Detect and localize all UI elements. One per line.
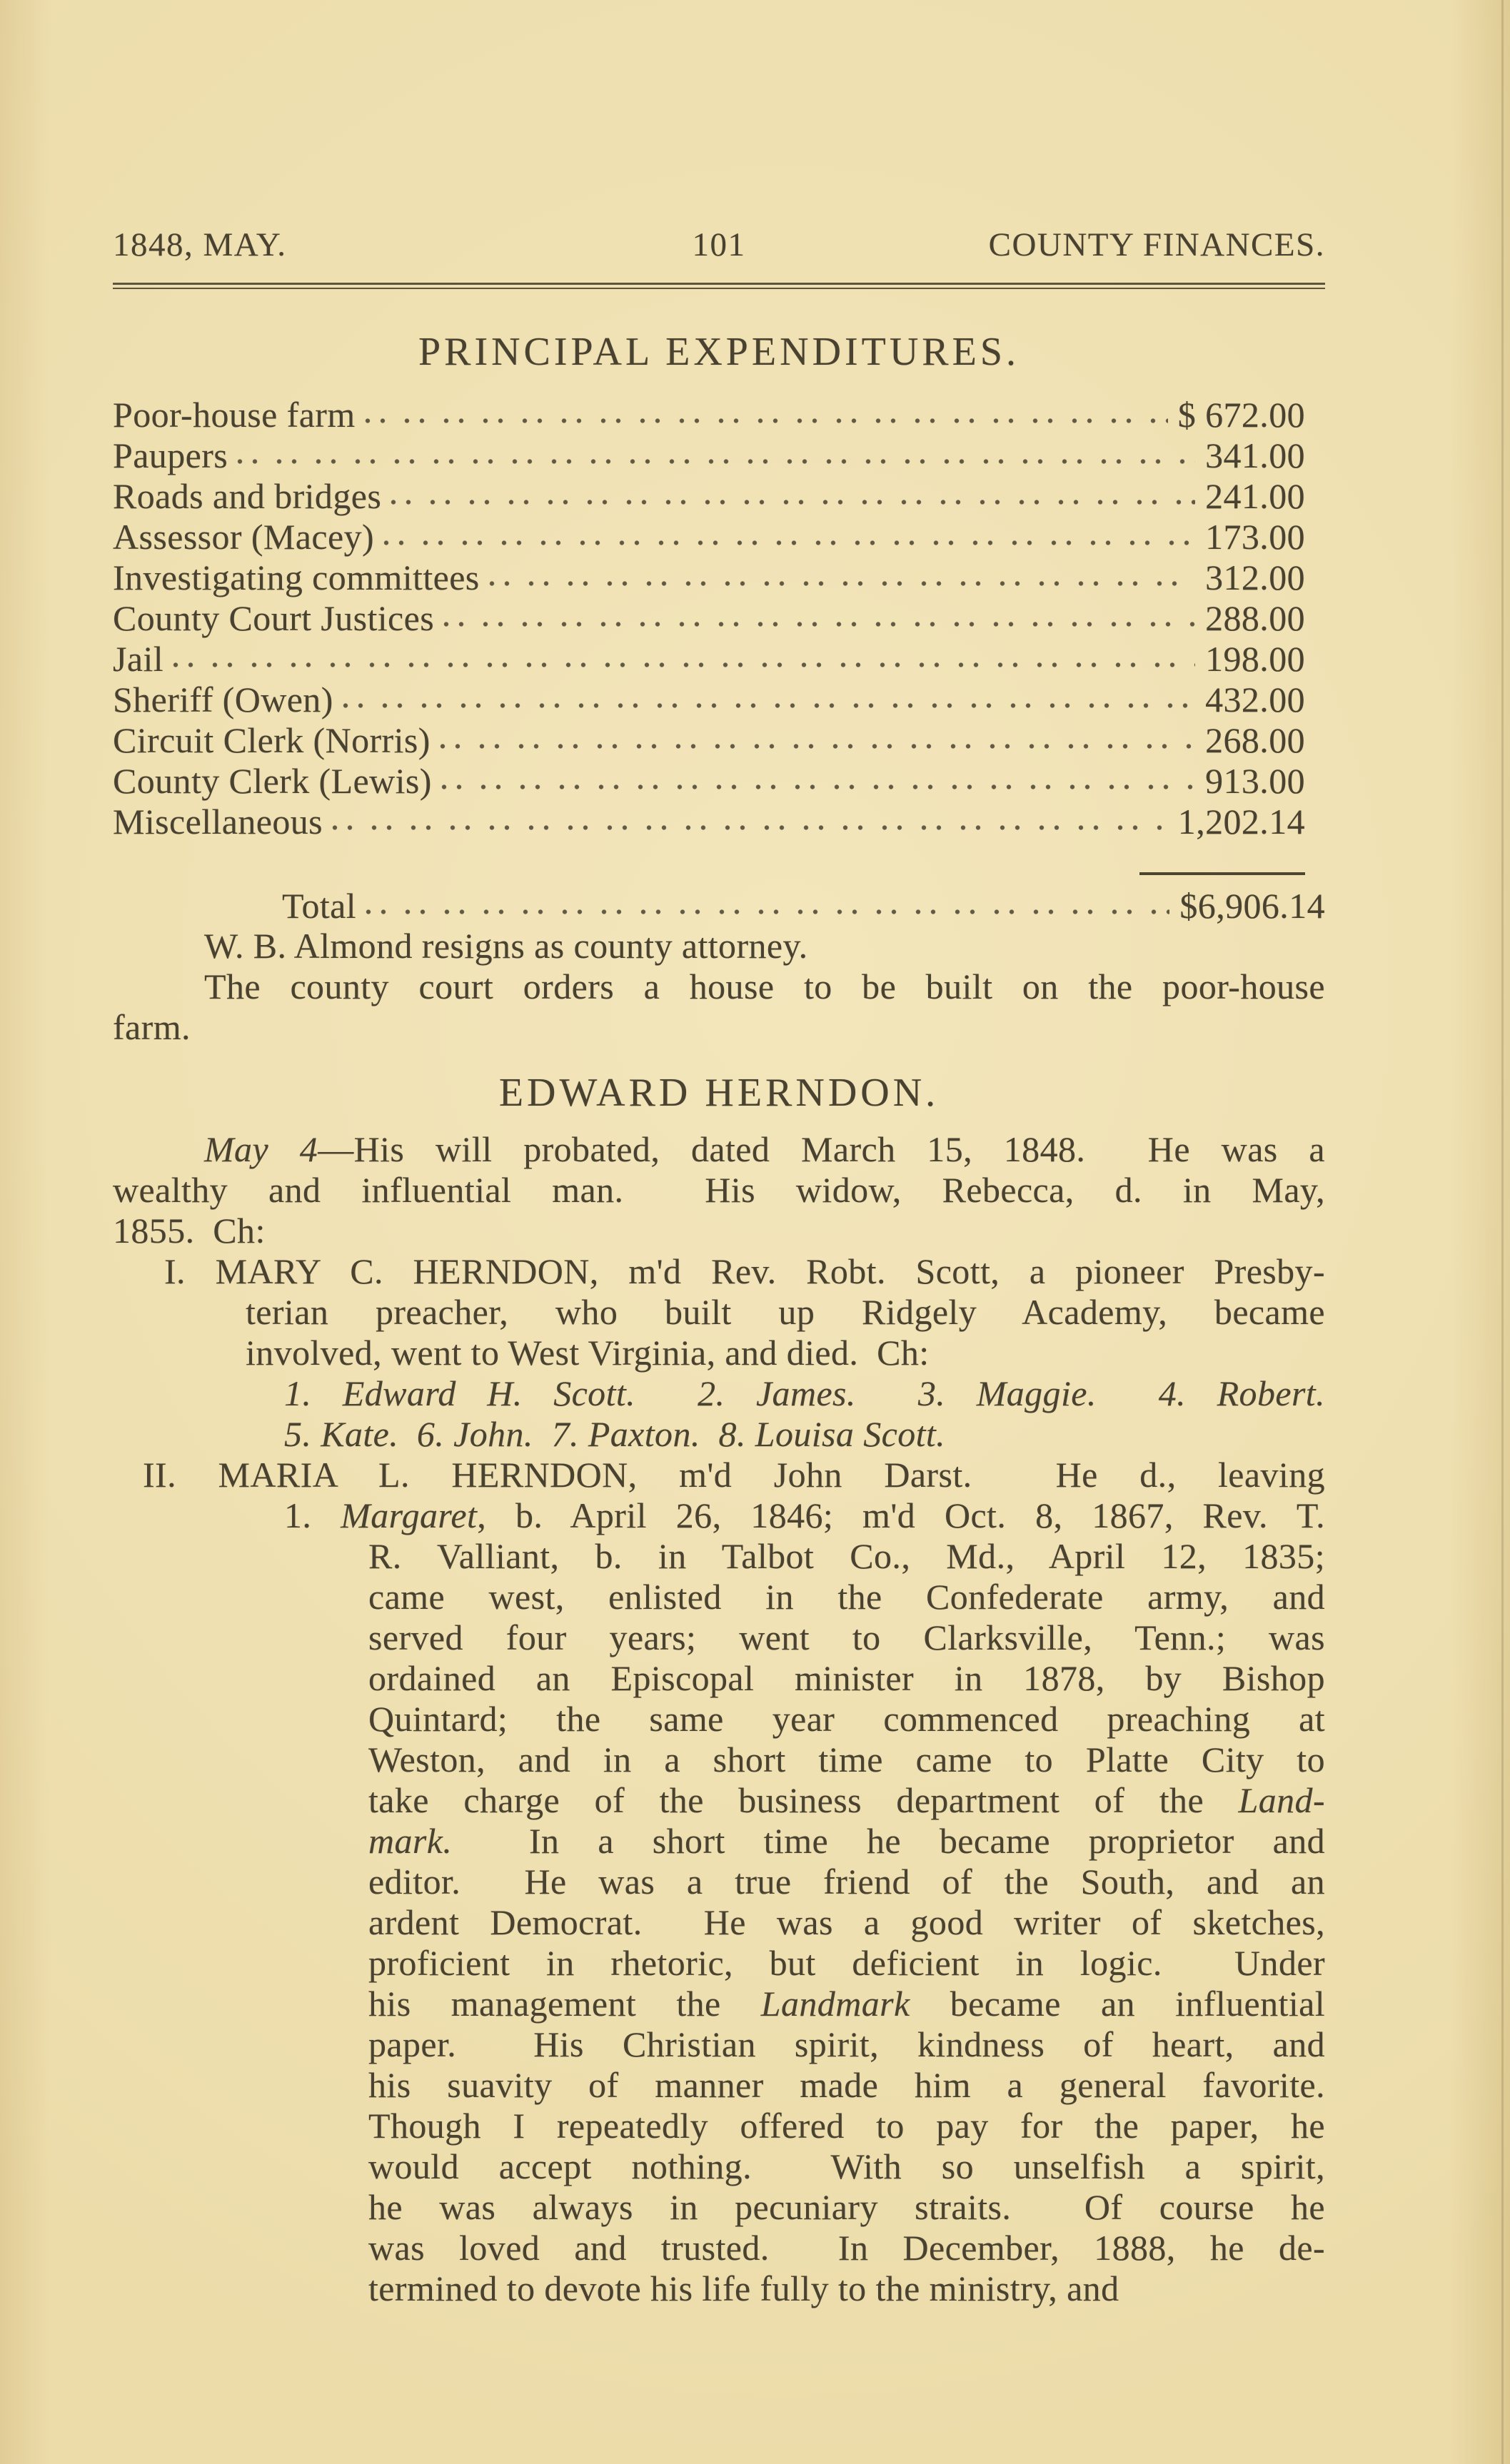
text-line: 1855. Ch: [113, 1211, 266, 1251]
text-line: termined to devote his life fully to the ministry, and [368, 2268, 1119, 2308]
expenditure-amount: 1,202.14 [1177, 802, 1305, 842]
text-line: ardent Democrat. He was a good writer of sketches, [368, 1902, 1325, 1942]
text-line: involved, went to West Virginia, and died. Ch: [246, 1333, 930, 1373]
expenditure-row [113, 598, 1325, 639]
text-line: Quintard; the same year commenced preaching at [368, 1699, 1325, 1739]
italic-text: Landmark [760, 1984, 910, 2024]
text-line: 5. Kate. 6. John. 7. Paxton. 8. Louisa Scott. [284, 1414, 946, 1454]
text-line: came west, enlisted in the Confederate army, and [368, 1577, 1325, 1617]
herndon-heading: EDWARD HERNDON. [498, 1071, 940, 1115]
dot-leader [331, 824, 1168, 831]
expenditure-amount: 341.00 [1205, 435, 1305, 475]
expenditure-row [113, 476, 1325, 517]
expenditures-heading: PRINCIPAL EXPENDITURES. [418, 330, 1020, 374]
italic-text: Land- [1238, 1780, 1325, 1820]
dot-leader [342, 702, 1195, 709]
text-line: farm. [113, 1007, 191, 1047]
expenditure-row [113, 680, 1325, 720]
expenditure-label: County Clerk (Lewis) [113, 761, 432, 801]
text-line: proficient in rhetoric, but deficient in logic. Under [368, 1943, 1325, 1983]
header-title: COUNTY FINANCES. [988, 226, 1325, 263]
dot-leader [439, 743, 1195, 749]
dot-leader [441, 784, 1195, 790]
text-line: would accept nothing. With so unselfish a spirit, [368, 2146, 1325, 2186]
notes-block [113, 926, 1325, 1048]
text-line: W. B. Almond resigns as county attorney. [204, 926, 808, 966]
text-line: May 4—His will probated, dated March 15, 1848. He was a [204, 1129, 1326, 1169]
dot-leader [365, 909, 1169, 915]
page-content [113, 0, 1325, 2464]
dot-leader [443, 621, 1195, 627]
dot-leader [488, 580, 1195, 587]
text-line: mark. In a short time he became proprietor and [368, 1821, 1325, 1861]
expenditure-amount: 268.00 [1205, 720, 1305, 760]
header-double-rule [113, 283, 1325, 289]
dot-leader [172, 662, 1195, 668]
expenditure-amount: 432.00 [1205, 680, 1305, 719]
text-line: editor. He was a true friend of the South, and an [368, 1862, 1325, 1902]
expenditure-row [113, 435, 1325, 476]
text-line: Though I repeatedly offered to pay for the paper, he [368, 2106, 1325, 2146]
text-line: paper. His Christian spirit, kindness of heart, and [368, 2024, 1325, 2064]
expenditure-amount: 241.00 [1205, 476, 1305, 516]
expenditure-label: Jail [113, 639, 164, 679]
text-line: Weston, and in a short time came to Platte City to [368, 1740, 1325, 1779]
expenditure-amount: 198.00 [1205, 639, 1305, 679]
dot-leader [383, 540, 1195, 546]
text-line: 1. Edward H. Scott. 2. James. 3. Maggie. 4. Robert. [284, 1373, 1325, 1413]
expenditure-row [113, 639, 1325, 680]
italic-text: Margaret [341, 1495, 478, 1535]
italic-text: mark. [368, 1821, 453, 1861]
expenditure-row [113, 395, 1325, 435]
text-line: his suavity of manner made him a general favorite. [368, 2065, 1325, 2105]
total-label: Total [282, 886, 357, 926]
expenditure-row [113, 557, 1325, 598]
dot-leader [390, 499, 1195, 505]
text-line: ordained an Episcopal minister in 1878, by Bishop [368, 1658, 1325, 1698]
herndon-body [113, 1129, 1325, 2309]
expenditure-amount: 913.00 [1205, 761, 1305, 801]
expenditure-label: Sheriff (Owen) [113, 680, 333, 719]
expenditure-row [113, 761, 1325, 802]
expenditure-label: Miscellaneous [113, 802, 323, 842]
expenditure-label: County Court Justices [113, 598, 435, 638]
expenditure-label: Circuit Clerk (Norris) [113, 720, 431, 760]
expenditure-list [113, 395, 1325, 842]
text-line: R. Valliant, b. in Talbot Co., Md., April 12, 1835; [368, 1536, 1325, 1576]
running-head [113, 225, 1325, 266]
text-line: II. MARIA L. HERNDON, m'd John Darst. He d., leaving [143, 1455, 1325, 1495]
text-line: was loved and trusted. In December, 1888, he de- [368, 2228, 1325, 2268]
expenditure-amount: $ 672.00 [1177, 395, 1305, 435]
expenditure-amount: 173.00 [1205, 517, 1305, 557]
header-date: 1848, MAY. [113, 226, 287, 263]
text-line: served four years; went to Clarksville, Tenn.; was [368, 1617, 1325, 1657]
text-line: 1. Margaret, b. April 26, 1846; m'd Oct. 8, 1867, Rev. T. [284, 1495, 1326, 1535]
expenditure-label: Roads and bridges [113, 476, 382, 516]
expenditure-row [113, 720, 1325, 761]
expenditure-label: Investigating committees [113, 557, 480, 597]
total-amount: $6,906.14 [1179, 886, 1325, 926]
text-line: I. MARY C. HERNDON, m'd Rev. Robt. Scott, a pioneer Presby- [164, 1251, 1325, 1291]
expenditure-row [113, 517, 1325, 557]
header-page-number: 101 [692, 226, 746, 263]
text-line: take charge of the business department of the Land- [368, 1780, 1325, 1820]
expenditure-amount: 288.00 [1205, 598, 1305, 638]
text-line: terian preacher, who built up Ridgely Academy, became [246, 1292, 1325, 1332]
expenditure-amount: 312.00 [1205, 557, 1305, 597]
total-rule [1139, 872, 1305, 875]
expenditure-label: Paupers [113, 435, 228, 475]
text-line: he was always in pecuniary straits. Of course he [368, 2187, 1325, 2227]
text-line: The county court orders a house to be built on the poor-house [204, 966, 1325, 1006]
expenditure-row [113, 802, 1325, 842]
dot-leader [236, 458, 1195, 465]
dot-leader [364, 418, 1168, 424]
expenditure-label: Assessor (Macey) [113, 517, 375, 557]
text-line: his management the Landmark became an influential [368, 1984, 1325, 2024]
italic-text: May 4 [204, 1129, 318, 1169]
expenditure-label: Poor-house farm [113, 395, 356, 435]
text-line: wealthy and influential man. His widow, Rebecca, d. in May, [113, 1170, 1325, 1210]
total-row [113, 886, 1345, 926]
